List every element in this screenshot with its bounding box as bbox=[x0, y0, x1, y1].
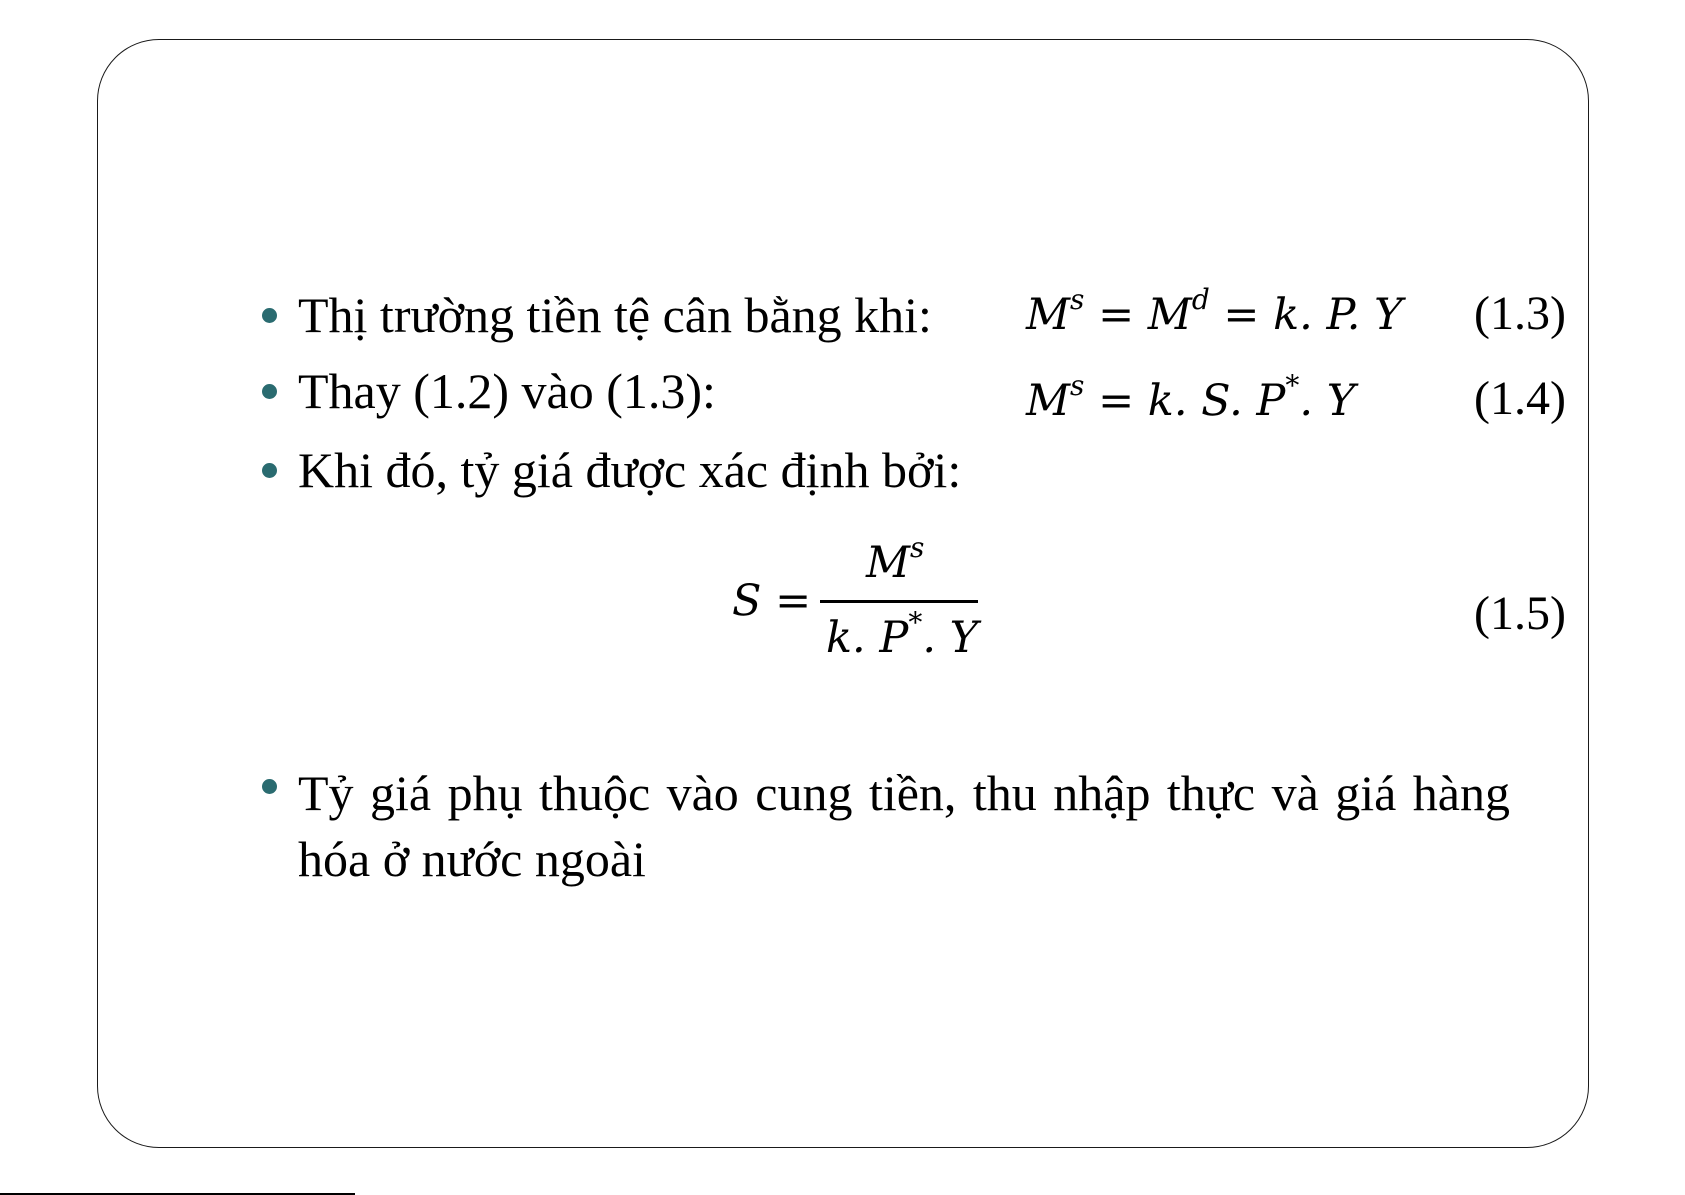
bullet-dot bbox=[262, 779, 277, 794]
bullet-dot bbox=[262, 308, 277, 323]
equation-1-5-lhs: S = bbox=[732, 576, 812, 626]
bullet-dot bbox=[262, 384, 277, 399]
bullet-text-4: Tỷ giá phụ thuộc vào cung tiền, thu nhập thực và giá hàng hóa ở nước ngoài bbox=[298, 765, 1510, 887]
bullet-text-3: Khi đó, tỷ giá được xác định bởi: bbox=[298, 442, 962, 498]
equation-number-1-5: (1.5) bbox=[1474, 587, 1566, 640]
fraction-numerator: $M^s$ bbox=[866, 531, 925, 588]
bullet-text-1: Thị trường tiền tệ cân bằng khi: bbox=[298, 287, 932, 343]
equation-1-5-fraction bbox=[820, 531, 980, 663]
bullet-text-2: Thay (1.2) vào (1.3): bbox=[298, 363, 716, 419]
fraction-denominator: k. P*. Y bbox=[826, 606, 979, 663]
equation-number-1-4: (1.4) bbox=[1474, 372, 1566, 425]
equation-1-4: $M^s = k$. S. P*. Y bbox=[1026, 369, 1356, 426]
equation-1-3: $M^s = M^d = k$. P. Y bbox=[1026, 283, 1403, 340]
equation-number-1-3: (1.3) bbox=[1474, 287, 1566, 340]
fraction-bar bbox=[820, 600, 978, 603]
bullet-dot bbox=[262, 463, 277, 478]
